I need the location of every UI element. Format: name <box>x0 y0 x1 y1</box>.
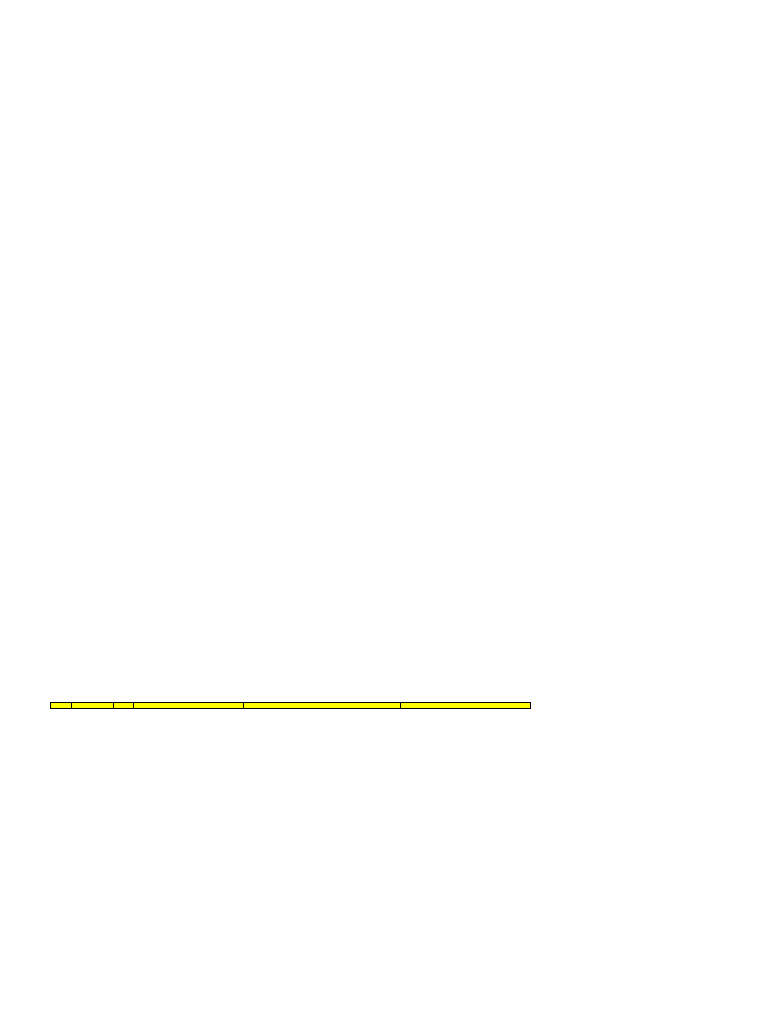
header-jawatan <box>244 703 401 709</box>
header-gelaran <box>114 703 134 709</box>
header-bil <box>51 703 72 709</box>
staff-table <box>50 702 531 709</box>
header-nama <box>134 703 244 709</box>
table-header-row <box>51 703 531 709</box>
header-no-staf <box>72 703 114 709</box>
header-ptj <box>401 703 531 709</box>
